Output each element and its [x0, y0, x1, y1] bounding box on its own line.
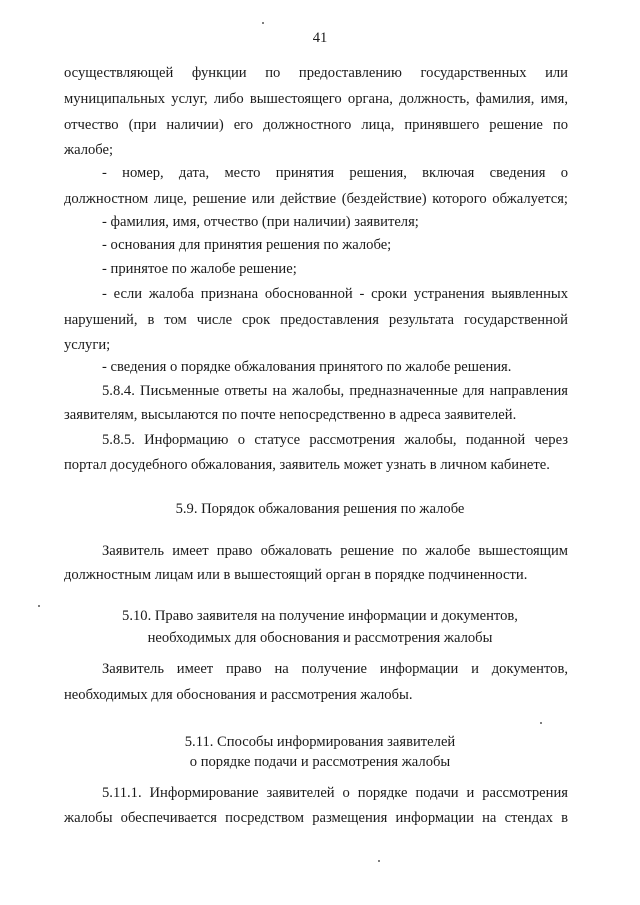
scan-speck	[378, 860, 380, 862]
text-line: Заявитель имеет право обжаловать решение по жалобе вышестоящим	[102, 543, 568, 559]
text-line: Заявитель имеет право на получение информации и документов,	[102, 661, 568, 677]
text-line: жалобе;	[64, 142, 114, 158]
text-line: нарушений, в том числе срок предоставления результата государственной	[64, 312, 568, 328]
text-line: - сведения о порядке обжалования принятого по жалобе решения.	[102, 359, 512, 375]
section-heading: о порядке подачи и рассмотрения жалобы	[189, 754, 451, 770]
text-line: осуществляющей функции по предоставлению государственных или	[64, 65, 568, 81]
text-line: - основания для принятия решения по жалобе;	[102, 237, 392, 253]
text-line: должностном лице, решение или действие (бездействие) которого обжалуется;	[64, 191, 568, 207]
text-line: жалобы обеспечивается посредством размещения информации на стендах в	[64, 810, 568, 826]
text-line: отчество (при наличии) его должностного лица, принявшего решение по	[64, 117, 568, 133]
text-line: необходимых для обоснования и рассмотрения жалобы.	[64, 687, 413, 703]
text-line: - принятое по жалобе решение;	[102, 261, 297, 277]
text-line: заявителям, высылаются по почте непосредственно в адреса заявителей.	[64, 407, 517, 423]
scan-speck	[262, 22, 264, 24]
section-heading: необходимых для обоснования и рассмотрения жалобы	[147, 630, 493, 646]
text-line: - если жалоба признана обоснованной - сроки устранения выявленных	[102, 286, 568, 302]
scan-speck	[540, 722, 542, 724]
text-line: портал досудебного обжалования, заявитель может узнать в личном кабинете.	[64, 457, 550, 473]
scan-speck	[38, 605, 40, 607]
text-line: - фамилия, имя, отчество (при наличии) заявителя;	[102, 214, 419, 230]
section-heading: 5.11. Способы информирования заявителей	[184, 734, 456, 750]
text-line: - номер, дата, место принятия решения, включая сведения о	[102, 165, 568, 181]
text-line: 5.8.5. Информацию о статусе рассмотрения жалобы, поданной через	[102, 432, 568, 448]
text-line: услуги;	[64, 337, 111, 353]
text-line: должностным лицам или в вышестоящий орган в порядке подчиненности.	[64, 567, 528, 583]
section-heading: 5.9. Порядок обжалования решения по жалобе	[175, 501, 465, 517]
text-line: 5.11.1. Информирование заявителей о порядке подачи и рассмотрения	[102, 785, 568, 801]
section-heading: 5.10. Право заявителя на получение информации и документов,	[122, 608, 518, 624]
text-line: муниципальных услуг, либо вышестоящего органа, должность, фамилия, имя,	[64, 91, 568, 107]
page-number: 41	[312, 30, 328, 46]
text-line: 5.8.4. Письменные ответы на жалобы, предназначенные для направления	[102, 383, 568, 399]
